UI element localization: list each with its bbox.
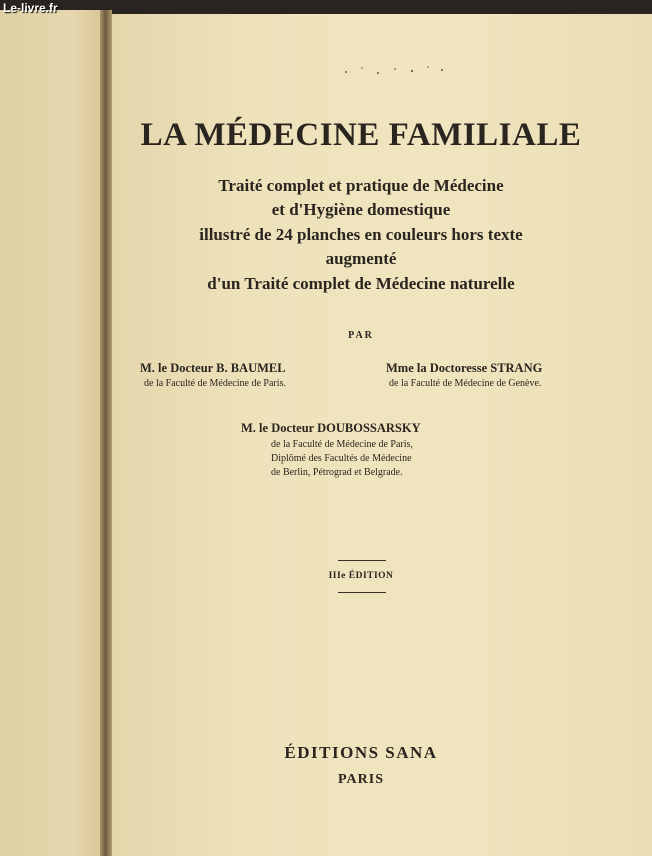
author-name: Mme la Doctoresse STRANG [386, 361, 543, 375]
author-affiliation: de la Faculté de Médecine de Paris. [144, 378, 286, 389]
paper-specks [340, 60, 460, 80]
edition-label: IIIe ÉDITION [328, 571, 394, 581]
watermark: Le-livre.fr [3, 1, 58, 15]
publisher: ÉDITIONS SANA [284, 743, 438, 762]
subtitle-line: et d'Hygiène domestique [271, 200, 451, 219]
publisher-city: PARIS [338, 772, 384, 787]
book-title: LA MÉDECINE FAMILIALE [140, 117, 582, 153]
author-affiliation: de la Faculté de Médecine de Genève. [389, 378, 542, 389]
divider-rule [338, 592, 386, 593]
subtitle-line: augmenté [325, 249, 397, 268]
author-name: M. le Docteur B. BAUMEL [140, 361, 286, 375]
subtitle-line: illustré de 24 planches en couleurs hors texte [199, 225, 523, 244]
by-label: PAR [348, 330, 374, 341]
subtitle-line: Traité complet et pratique de Médecine [218, 176, 504, 195]
author-affiliation: de Berlin, Pétrograd et Belgrade. [271, 467, 403, 478]
author-affiliation: de la Faculté de Médecine de Paris, [271, 439, 413, 450]
divider-rule [338, 560, 386, 561]
author-affiliation: Diplômé des Facultés de Médecine [271, 453, 412, 464]
author-name: M. le Docteur DOUBOSSARSKY [241, 421, 421, 435]
subtitle-line: d'un Traité complet de Médecine naturelle [207, 274, 515, 293]
